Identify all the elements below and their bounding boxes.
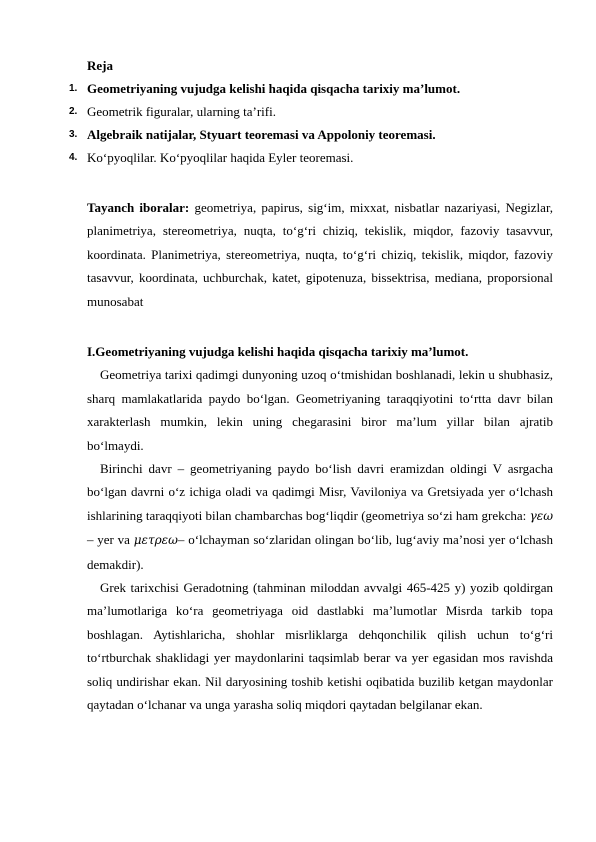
plan-item-text: Ko‘pyoqlilar. Ko‘pyoqlilar haqida Eyler teoremasi. <box>87 150 354 165</box>
plan-heading: Reja <box>87 58 113 73</box>
paragraph-2 <box>87 457 553 576</box>
plan-item-3 <box>0 126 596 149</box>
plan-list <box>0 80 596 172</box>
paragraph-2-part-a: Birinchi davr – geometriyaning paydo bo‘lish davri eramizdan oldingi V asrgacha bo‘lgan davrni o‘z ichiga oladi va qadimgi Misr, Vaviloniya va Gretsiyada yer o‘lchash ishlarining taraqqiyoti bilan chambarchas bog‘liqdir (geometriya so‘zi ham grekcha: <box>87 461 553 523</box>
plan-item-2 <box>0 103 596 126</box>
plan-item-text: Geometrik figuralar, ularning ta’rifi. <box>87 104 276 119</box>
plan-item-number: 3. <box>69 129 78 140</box>
key-terms-text: geometriya, papirus, sig‘im, mixxat, nisbatlar nazariyasi, Negizlar, planimetriya, stereometriya, nuqta, to‘g‘ri chiziq, tekislik, miqdor, fazoviy tasavvur, koordinata. Planimetriya, stereometriya, nuqta, to‘g‘ri chiziq, tekislik, miqdor, fazoviy tasavvur, koordinata, uchburchak, katet, gipotenuza, bissektrisa, mediana, proporsional munosabat <box>87 200 553 309</box>
key-terms-label: Tayanch iboralar: <box>87 200 190 215</box>
paragraph-1: Geometriya tarixi qadimgi dunyoning uzoq o‘tmishidan boshlanadi, lekin u shubhasiz, sharq mamlakatlarida paydo bo‘lgan. Geometriyaning taraqqiyotini to‘rtta davr bilan xarakterlash mumkin, lekin uning chegarasini biror ma’lum yillar bilan ajratib bo‘lmaydi. <box>87 367 553 453</box>
paragraph-3: Grek tarixchisi Geradotning (tahminan miloddan avvalgi 465-425 y) yozib qoldirgan ma’lumotlariga ko‘ra geometriyaga oid dastlabki ma’lumotlar Misrda tarkib topa boshlagan. Aytishlaricha, shohlar misrliklarga dehqonchilik qilish uchun to‘g‘ri to‘rtburchak shaklidagi yer maydonlarini taqsimlab berar va yer egasidan mos ravishda soliq undirishar ekan. Nil daryosining toshib ketishi oqibatida buzilib ketgan maydonlar qaytadan o‘lchanar va unga yarasha soliq miqdori qaytadan belgilanar ekan. <box>87 580 553 713</box>
greek-word-metreo: μετρεω <box>133 533 178 548</box>
paragraph-2-part-b: – yer va <box>87 532 134 548</box>
section-title: I.Geometriyaning vujudga kelishi haqida qisqacha tarixiy ma’lumot. <box>87 344 469 359</box>
history-section <box>87 340 553 717</box>
plan-item-4 <box>0 149 596 172</box>
plan-item-1 <box>0 80 596 103</box>
plan-item-number: 4. <box>69 152 78 163</box>
key-terms-paragraph <box>87 196 553 313</box>
plan-item-number: 2. <box>69 106 78 117</box>
plan-item-number: 1. <box>69 83 78 94</box>
plan-item-text: Algebraik natijalar, Styuart teoremasi va Appoloniy teoremasi. <box>87 127 436 142</box>
paragraph-2-part-c: – o‘lchayman so‘zlaridan olingan bo‘lib, lug‘aviy ma’nosi yer o‘lchash demakdir). <box>87 532 553 572</box>
plan-item-text: Geometriyaning vujudga kelishi haqida qisqacha tarixiy ma’lumot. <box>87 81 461 96</box>
greek-word-geo: γεω <box>529 508 553 523</box>
